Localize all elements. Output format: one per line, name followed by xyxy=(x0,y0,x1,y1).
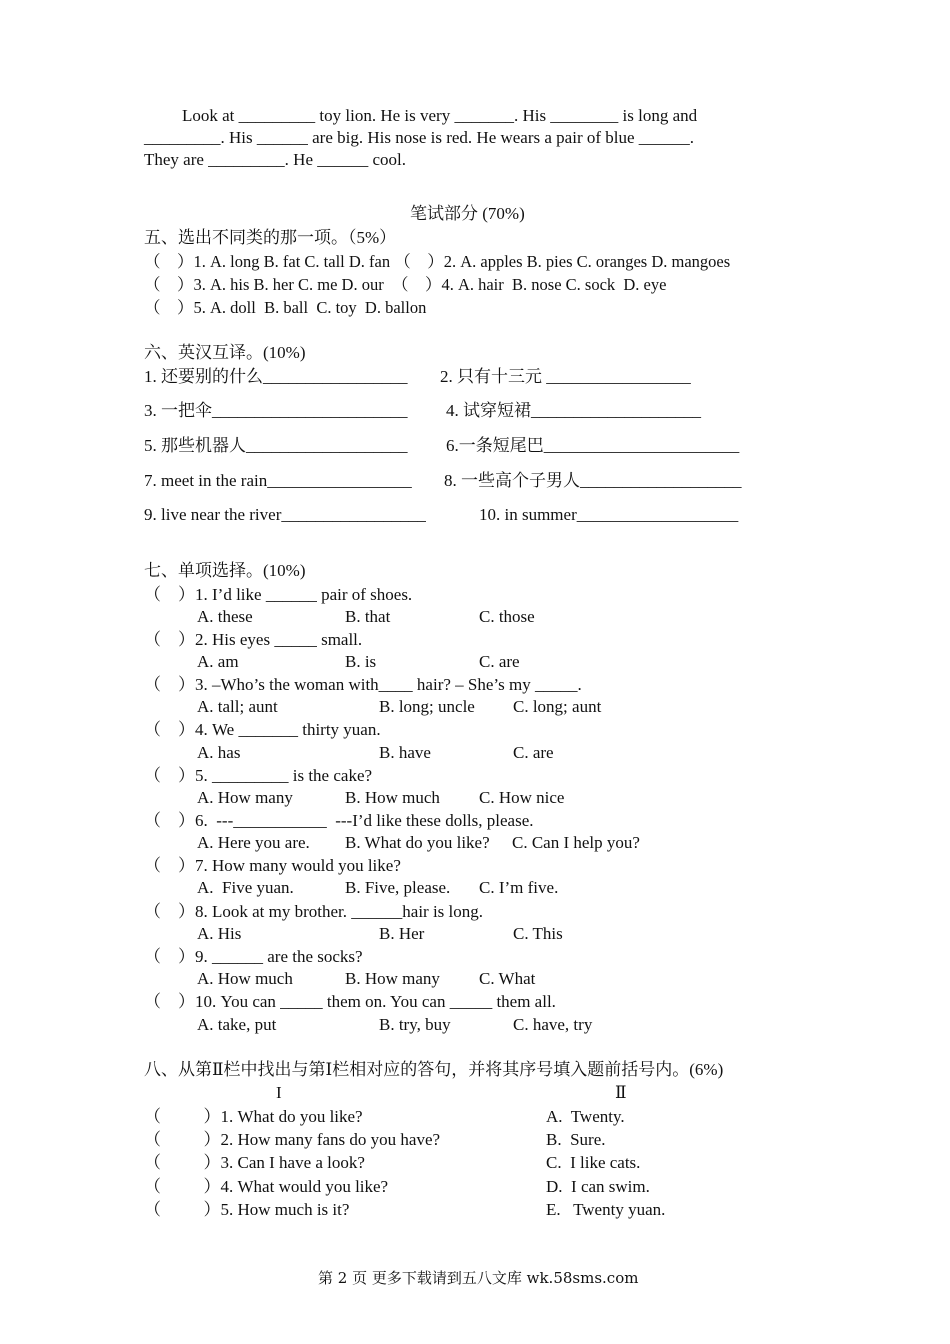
translation-item: 1. 还要别的什么_________________ xyxy=(144,367,408,386)
mc-question: （ ）6. ---___________ ---I’d like these dolls, please. xyxy=(144,811,534,830)
mc-option-c: C. long; aunt xyxy=(513,697,602,716)
match-question: （ ）2. How many fans do you have? xyxy=(144,1130,441,1149)
match-answer: A. Twenty. xyxy=(546,1107,625,1126)
translation-item: 5. 那些机器人___________________ xyxy=(144,436,408,455)
mc-question: （ ）10. You can _____ them on. You can _____ them all. xyxy=(144,992,556,1011)
mc-question: （ ）2. His eyes _____ small. xyxy=(144,630,363,649)
mc-question: （ ）1. I’d like ______ pair of shoes. xyxy=(144,585,413,604)
match-answer: D. I can swim. xyxy=(546,1177,650,1196)
match-question: （ ）1. What do you like? xyxy=(144,1107,363,1126)
mc-question: （ ）5. _________ is the cake? xyxy=(144,766,373,785)
mc-option-b: B. that xyxy=(345,607,391,626)
mc-option-c: C. are xyxy=(513,743,554,762)
mc-option-b: B. Her xyxy=(379,924,425,943)
mc-option-c: C. I’m five. xyxy=(479,878,559,897)
mc-option-a: A. Here you are. xyxy=(197,833,310,852)
mc-option-c: C. have, try xyxy=(513,1015,593,1034)
mc-option-c: C. How nice xyxy=(479,788,565,807)
match-question: （ ）4. What would you like? xyxy=(144,1177,389,1196)
mc-option-c: C. are xyxy=(479,652,520,671)
translation-item: 4. 试穿短裙____________________ xyxy=(446,401,701,420)
mc-option-c: C. those xyxy=(479,607,535,626)
translation-item: 3. 一把伞_______________________ xyxy=(144,401,408,420)
page-footer: 第 2 页 更多下载请到五八文库 wk.58sms.com xyxy=(318,1269,639,1287)
mc-question: （ ）4. We _______ thirty yuan. xyxy=(144,720,381,739)
translation-item: 10. in summer___________________ xyxy=(479,505,739,524)
section-5-line: （ ）3. A. his B. her C. me D. our （ ）4. A. hair B. nose C. sock D. eye xyxy=(144,275,667,294)
passage-line-2: _________. His ______ are big. His nose is red. He wears a pair of blue ______. xyxy=(144,128,695,147)
mc-option-a: A. tall; aunt xyxy=(197,697,278,716)
mc-question: （ ）3. –Who’s the woman with____ hair? – She’s my _____. xyxy=(144,675,582,694)
mc-option-a: A. Five yuan. xyxy=(197,878,294,897)
mc-option-b: B. Five, please. xyxy=(345,878,451,897)
mc-option-c: C. Can I help you? xyxy=(512,833,640,852)
match-answer: C. I like cats. xyxy=(546,1153,641,1172)
mc-question: （ ）9. ______ are the socks? xyxy=(144,947,363,966)
match-answer: E. Twenty yuan. xyxy=(546,1200,666,1219)
translation-item: 2. 只有十三元 _________________ xyxy=(440,367,691,386)
column-2-label: Ⅱ xyxy=(615,1083,627,1102)
mc-option-b: B. What do you like? xyxy=(345,833,490,852)
mc-option-c: C. What xyxy=(479,969,536,988)
match-answer: B. Sure. xyxy=(546,1130,606,1149)
mc-question: （ ）8. Look at my brother. ______hair is long. xyxy=(144,902,484,921)
mc-option-a: A. take, put xyxy=(197,1015,277,1034)
mc-option-b: B. try, buy xyxy=(379,1015,451,1034)
mc-option-b: B. How much xyxy=(345,788,440,807)
section-8-heading: 八、从第Ⅱ栏中找出与第Ⅰ栏相对应的答句，并将其序号填入题前括号内。(6%) xyxy=(144,1060,724,1079)
mc-option-a: A. How much xyxy=(197,969,293,988)
section-6-heading: 六、英汉互译。(10%) xyxy=(144,343,306,362)
mc-option-b: B. long; uncle xyxy=(379,697,475,716)
translation-item: 7. meet in the rain_________________ xyxy=(144,471,412,490)
column-1-label: I xyxy=(276,1083,282,1102)
match-question: （ ）3. Can I have a look? xyxy=(144,1153,365,1172)
mc-option-a: A. How many xyxy=(197,788,293,807)
translation-item: 8. 一些高个子男人___________________ xyxy=(444,471,742,490)
section-7-heading: 七、单项选择。(10%) xyxy=(144,561,306,580)
mc-question: （ ）7. How many would you like? xyxy=(144,856,401,875)
mc-option-b: B. is xyxy=(345,652,377,671)
passage-line-3: They are _________. He ______ cool. xyxy=(144,150,407,169)
translation-item: 9. live near the river_________________ xyxy=(144,505,426,524)
mc-option-a: A. these xyxy=(197,607,253,626)
section-5-heading: 五、选出不同类的那一项。（5%） xyxy=(144,228,397,247)
mc-option-b: B. How many xyxy=(345,969,440,988)
passage-line-1: Look at _________ toy lion. He is very _______. His ________ is long and xyxy=(182,106,698,125)
mc-option-a: A. am xyxy=(197,652,239,671)
section-5-line: （ ）5. A. doll B. ball C. toy D. ballon xyxy=(144,298,427,317)
mc-option-a: A. His xyxy=(197,924,242,943)
section-5-line: （ ）1. A. long B. fat C. tall D. fan （ ）2. A. apples B. pies C. oranges D. mangoes xyxy=(144,252,731,271)
written-part-title: 笔试部分 (70%) xyxy=(410,204,525,223)
mc-option-b: B. have xyxy=(379,743,431,762)
translation-item: 6.一条短尾巴_______________________ xyxy=(446,436,740,455)
mc-option-a: A. has xyxy=(197,743,241,762)
mc-option-c: C. This xyxy=(513,924,563,943)
match-question: （ ）5. How much is it? xyxy=(144,1200,350,1219)
